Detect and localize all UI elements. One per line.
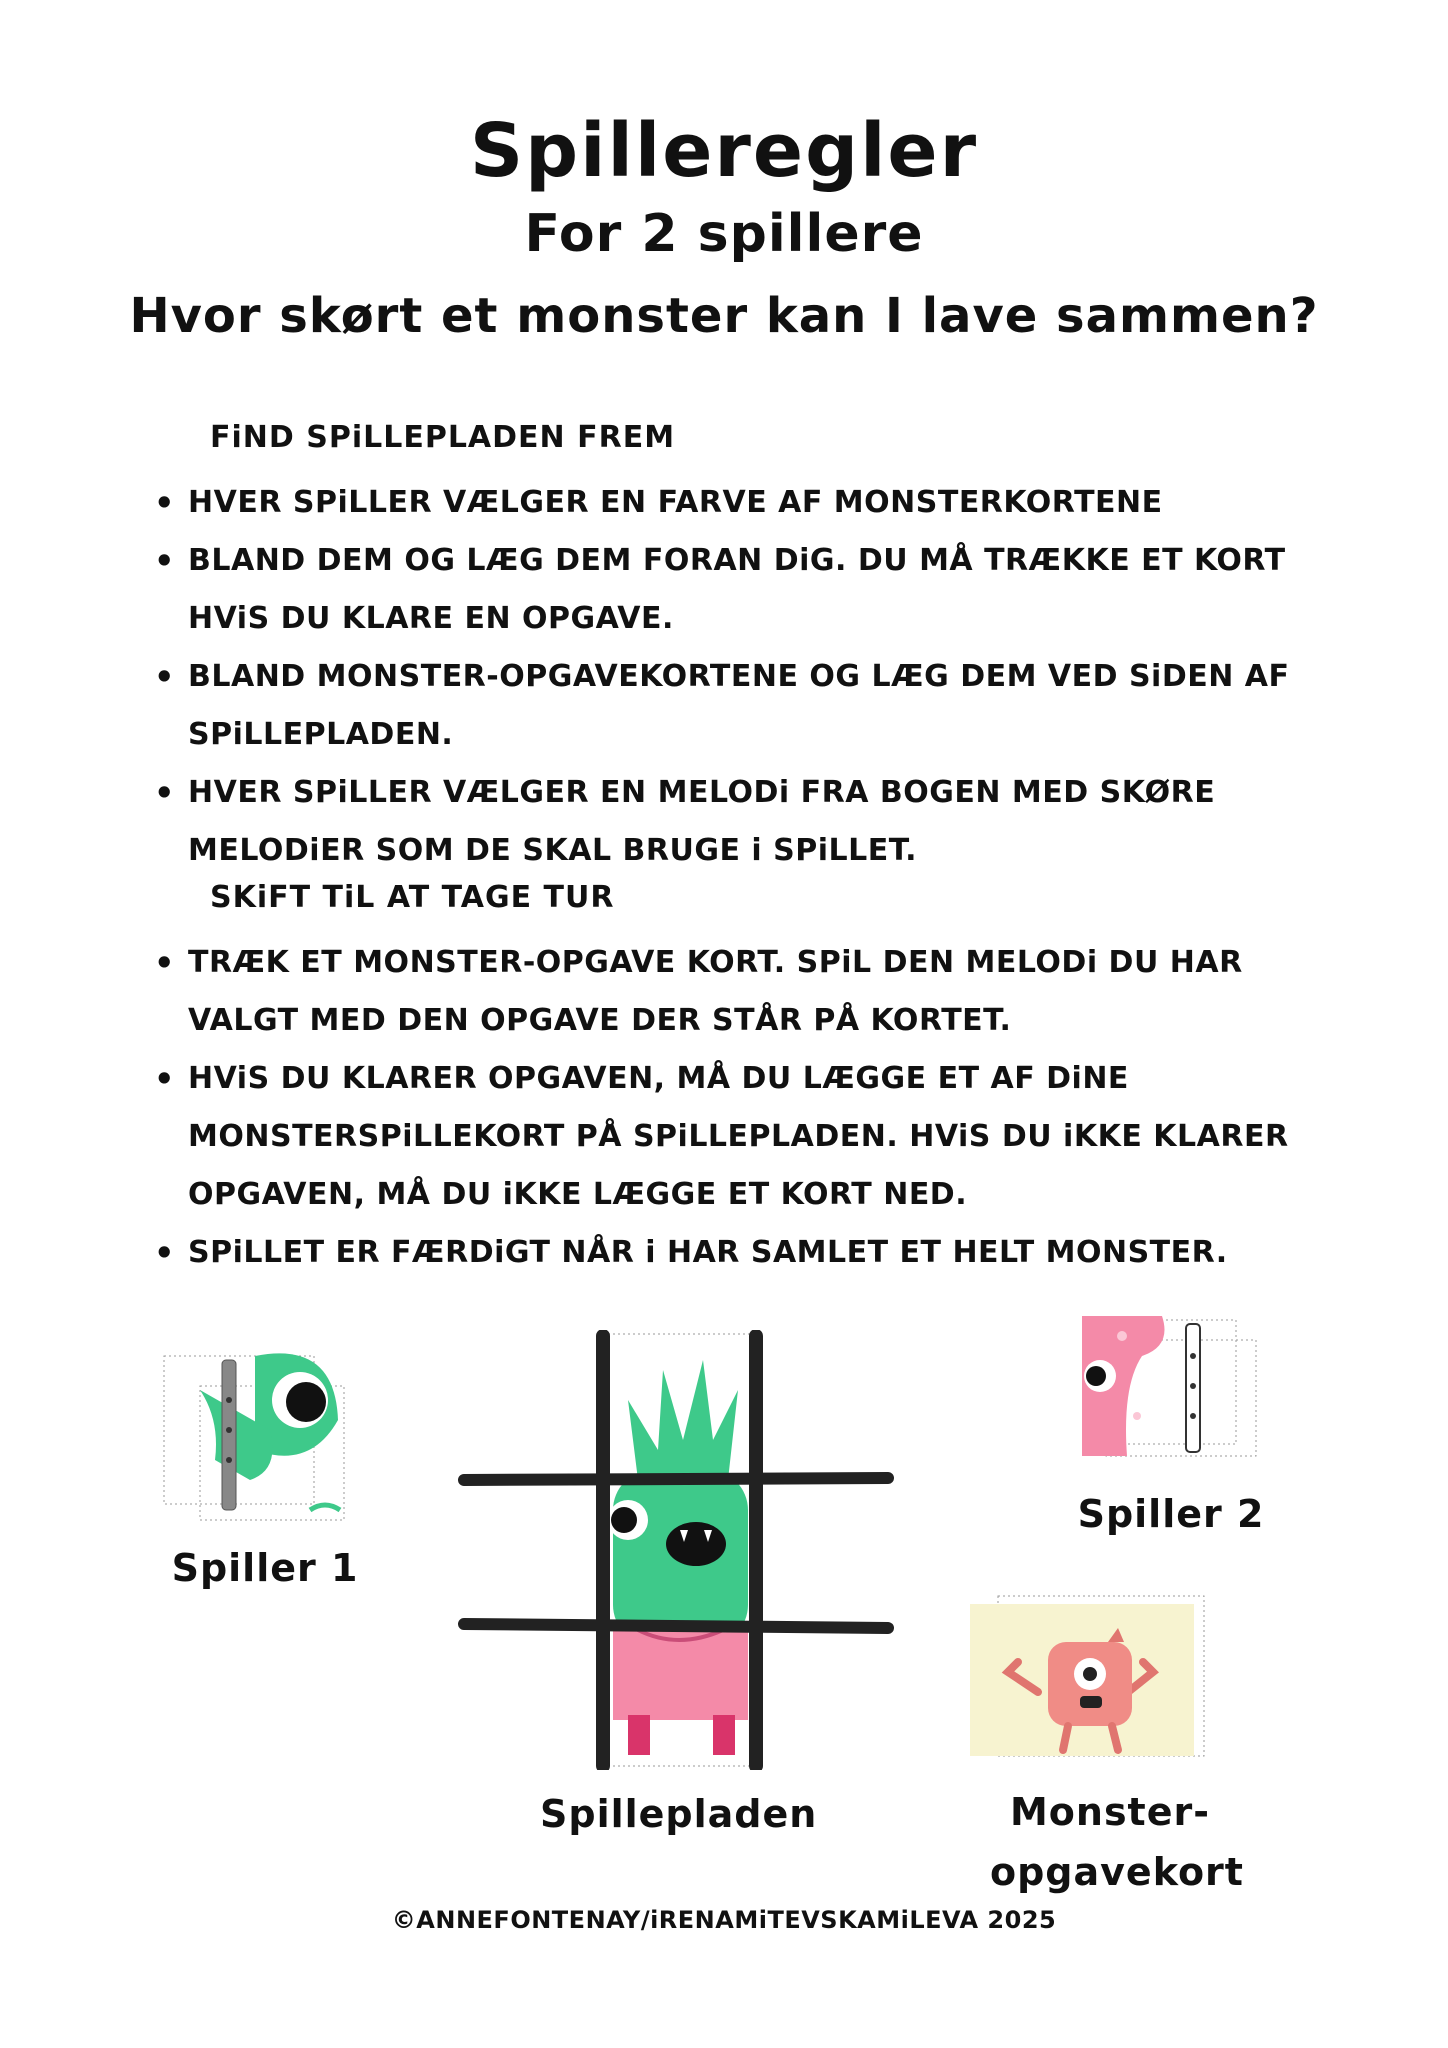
turns-heading: SKiFT TiL AT TAGE TUR xyxy=(210,880,615,915)
list-item: • TRÆK ET MONSTER-OPGAVE KORT. SPiL DEN MELODi DU HAR VALGT MED DEN OPGAVE DER STÅR PÅ KORTET. xyxy=(150,934,1330,1050)
page-title: Spilleregler xyxy=(469,108,979,194)
copyright-footer: ©ANNEFONTENAY/iRENAMiTEVSKAMiLEVA 2025 xyxy=(391,1906,1057,1934)
task-cards-illustration xyxy=(968,1592,1208,1762)
game-question: Hvor skørt et monster kan I lave sammen? xyxy=(129,288,1319,344)
player2-label: Spiller 2 xyxy=(1077,1492,1265,1536)
player1-cards-illustration xyxy=(160,1350,350,1530)
list-item: • HVER SPiLLER VÆLGER EN FARVE AF MONSTERKORTENE xyxy=(150,474,1330,532)
game-board-illustration xyxy=(458,1330,898,1770)
board-label: Spillepladen xyxy=(540,1792,818,1836)
task-cards-label-line1: Monster- xyxy=(1009,1790,1211,1834)
player2-cards-illustration xyxy=(1082,1316,1262,1466)
list-item: • BLAND MONSTER-OPGAVEKORTENE OG LÆG DEM VED SiDEN AF SPiLLEPLADEN. xyxy=(150,648,1330,764)
player1-label: Spiller 1 xyxy=(171,1546,359,1590)
task-cards-label-line2: opgavekort xyxy=(990,1850,1244,1894)
list-item: • SPiLLET ER FÆRDiGT NÅR i HAR SAMLET ET HELT MONSTER. xyxy=(150,1224,1330,1282)
setup-rules-list xyxy=(150,474,1330,880)
turns-rules-list xyxy=(150,934,1330,1282)
setup-heading: FiND SPiLLEPLADEN FREM xyxy=(210,420,676,455)
list-item: • BLAND DEM OG LÆG DEM FORAN DiG. DU MÅ TRÆKKE ET KORT HViS DU KLARE EN OPGAVE. xyxy=(150,532,1330,648)
list-item: • HVER SPiLLER VÆLGER EN MELODi FRA BOGEN MED SKØRE MELODiER SOM DE SKAL BRUGE i SPiLLET. xyxy=(150,764,1330,880)
list-item: • HViS DU KLARER OPGAVEN, MÅ DU LÆGGE ET AF DiNE MONSTERSPiLLEKORT PÅ SPiLLEPLADEN. HViS DU iKKE KLARER OPGAVEN, MÅ DU iKKE LÆGGE ET KORT NED. xyxy=(150,1050,1330,1224)
player-count: For 2 spillere xyxy=(524,204,924,264)
